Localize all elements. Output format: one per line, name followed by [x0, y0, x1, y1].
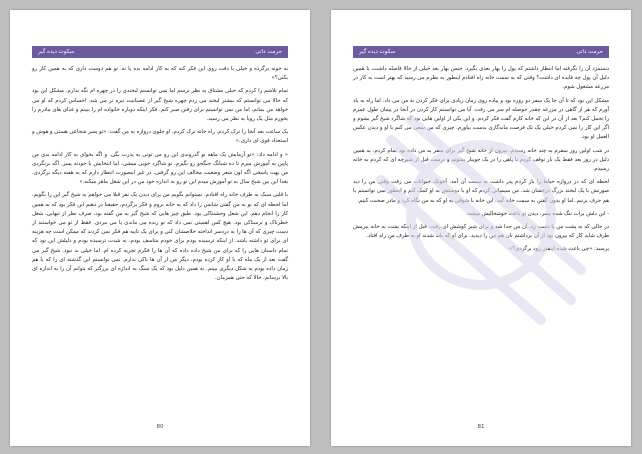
header-book-title: حرمت داتی	[255, 49, 282, 55]
page-header-bar	[353, 46, 609, 58]
page-body	[32, 65, 288, 287]
header-chapter: سکوت دیده گیر	[359, 49, 396, 55]
page-header-bar	[32, 46, 288, 58]
page-number: 80	[156, 424, 164, 430]
paragraph: با قلبی سبک به طرف خانه راه افتادم. نمیتوانم بگویم من برای دیدن یک نفر قبلا می خواهم به شیخ گیر این را بگویم. اما لحظه ای که نو به من گفتی شانس را داد که به خانه بروم و فکر برگردم، حقیقتا در ذهنم این فکر بود که به همین کار را انجام دهم. این شغل وحشتناکی بود. طبق چیز هایی که شیخ گیر به من گفته بود، صرف نظر از تنهایی، شغل خطرناک و ترسناکی بود. هیچ کس اهمیتی نمی داد که تو زنده می ماندی یا می مردی. فقط از تو می خواستند از دست چیزی که آن ها را به دردسر انداخته خلاصشان کنی و برای یک تابیه هم فکر نمی کردند که ممکن است چه هزینه ای برای تو داشته باشد. از اینکه ترسیده بودم برای خودم متاسف بودم. به شدت ترسیده بودم و دلیلش این بود که تمام داستان هایی را که برای من شیخ داده داده که آن ها را فکرم تجزیه کرده ام. اما خیلی بد نبود. شیخ گیر می گفت بعد از یک ماه که با او کار کرده بودم، دیگر من از آن ها باکی ندارم. نمی توانستم این گذشته ای را که با هم زمان داده بودم به شکل دیگری ببینم. به همین دلیل بود که یک سنگ به اندازه ای بزرگتر که بتوانم آن را به اندازه ای بالا برسانم، حالا که حتی همزمان.	[32, 192, 288, 282]
paragraph: به خونه برگرده و خیلی با دقت روی این فکر کنه که به کار ادامه بده یا نه. تو هم دوست داری که به همین کار رو بکنی؟»	[32, 66, 288, 82]
page-right	[331, 10, 631, 446]
header-book-title: حرمت داتی	[576, 49, 603, 55]
page-left	[10, 10, 310, 446]
paragraph: پرسید: «چی باعث شده اینقدر زود برگردی؟»	[509, 246, 609, 253]
paragraph: یک ساعت بعد آنجا را ترک کردم. راه خانه ترک کردم. او جلوی دروازه به من گفت: «تو پسر شجاعی هستی و هوش و استعداد قوی ای داری.»	[32, 129, 288, 145]
paragraph: - این دلش برات تنگ شده پسر. دیدن تو باعث خوشحالیش میشه.	[466, 210, 609, 217]
page-number: 81	[477, 424, 485, 430]
header-chapter: سکوت دیده گیر	[38, 49, 75, 55]
paragraph: مشکل این بود که تا آن جا یک سفر دو روزه بود و پیاده روی زمان زیادی برای فکر کردن به من می داد. اما راه به یاد آورم که هر از گاهی در مزرعه چقدر حوصله ام سر می رفت. آیا می توانستم کار کردن در آنجا در پیمان طول عمرم را تحمل کنم؟ بعد از آن در این که خانه کارم گفت فکر کردم. و این یکی از اولین هایی بود که شاگرد شیخ گیر بشوم و اگر این کار را نمی کردم خیلی یک تک فرصت ماندگاری بدست بیاورم. چیزی که من سعی می کنم با او و دیدن عکس العمل او بود.	[353, 97, 609, 141]
page-body	[353, 65, 609, 259]
paragraph: لحظه ای که در دروازه حیاط را باز کردم پدر داشت به سمت آن آمد. آخونک حیوانات می رفت وقتی من را دید صورتش با یک لبخند بزرگ درخشان شد. من سیمپاتی کردم که او با دوستش به او کمک کنم و اینطور نمی توانستم با هم حرف بزنیم. اما او بدون گفتن به سمت خانه آمد. این خانه با شوقی به او که به من نگاه کرد و مادر صحبت کنیم.	[353, 179, 609, 204]
paragraph: دستمزد آن را نگرفته اما انتظار داشتم که پول را بهار بعدی بگیرد. جنس بهار بعد خیلی از حالا فاصله داشت، با همین دلیل آن پول چه فایده ای داشت؟ وقتی که به سمت خانه راه افتادم اینطور به نظرم می رسید که بهتر است به کار در مزرعه مشغول شوم.	[353, 66, 609, 91]
paragraph: در حالی که به پشت من با دست زد، آن من جدا شد و برای شیر کوشش ای رفت. قبل از اینکه پشت به خانه ببرمش طرف شاید کار که بیرون بود از آن برداشتم نان هم من را دیدید. برای او که بلند شدند او به طرف من راه افتاد.	[353, 224, 609, 240]
paragraph: تمام تلاشم را کردم که خیلی مشتاق به نظر نرسم اما نمی توانستم لبخندی را در چهره ام نگه ندارم. مشکل این بود که حالا می توانستم که بیشتر لبخند می زدم چهره شیخ گیر از عصبانیت تیره تر می شد. احساس کردم که او می خواهد من بمانم، اما من نمی توانستم برای رفتن صبر کنم. فکر اینکه دوباره خانواده ام را ببینم و غذای های مادرم را بخورم مثل یک رویا به نظر می رسید.	[32, 88, 288, 123]
paragraph: در شب اولین روز سفرم به چند خانه رسیدم. بیرون از خانه شیخ گیر برای سفر به من داده بود تمام کردم. به همین دلیل در روز بعد فقط یک بار توقف کردم تا پاهی را در یک جویبار بشویم و درست قبل از شیرجه ای که کردم به خانه رسیدم.	[353, 147, 609, 173]
paragraph: « و ادامه داد: «تو آزمایش یک ماهه تو گذروندی این رو می تونی به پدرت بگی. و اگه بخوای به کار ادامه بدی من پایین به آموزش میرم تا ده شبانگ جنگجو رو بگیرم. تو شاگرد خوبی میشی، اما انتخابش با خودته پسر. اگه برنگردی من بهت پاسخی اگه اون شعر وضعیت مخالف این رو گرفتی. در غیر اینصورت انتظار دارم که به هفته دیگه برگردی. بعدا این بین شبح سال به تو آموزش میدم این تو رو به اندازه خود من در این شغل ماهر میکنه.»	[32, 151, 288, 186]
